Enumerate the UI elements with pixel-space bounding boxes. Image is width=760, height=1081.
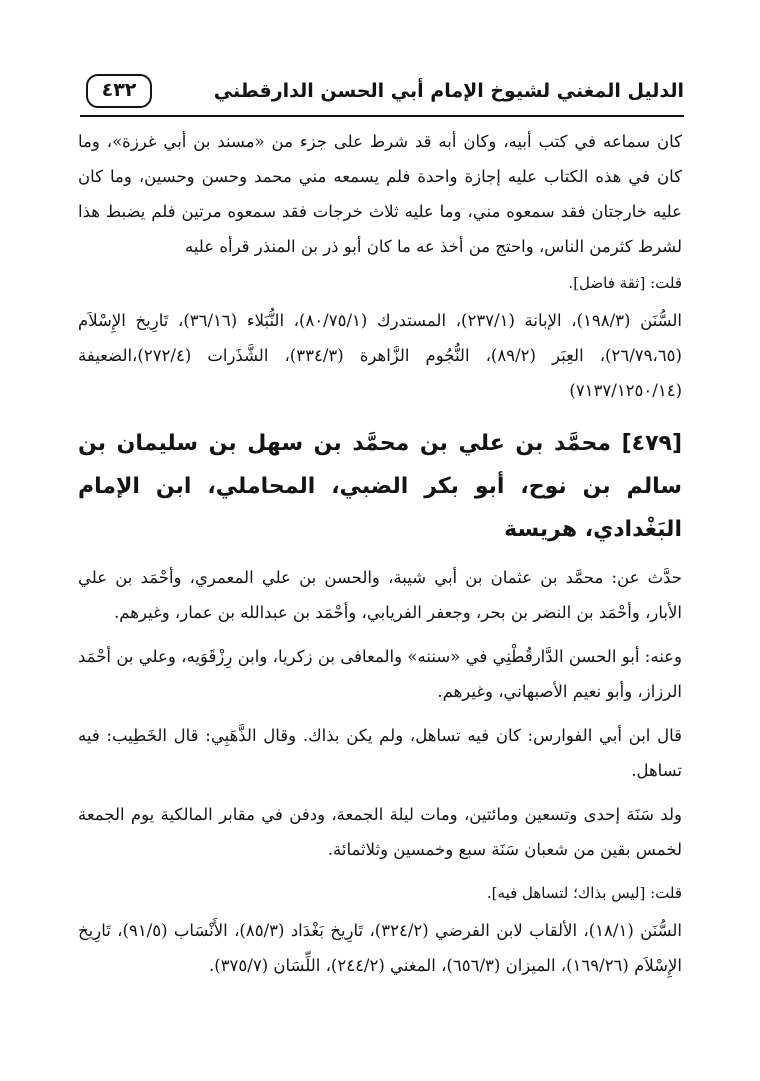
verdict-note: قلت: [ليس بذاك؛ لتساهل فيه]. bbox=[486, 884, 682, 902]
students-paragraph: وعنه: أبو الحسن الدَّارقُطْنِي في «سننه» والمعافى بن زكريا، وابن رِزْقَوَيه، وعلي بن أحْمَد الرزاز، وأبو نعيم الأصبهاني، وغيرهم. bbox=[78, 647, 682, 701]
header-rule bbox=[80, 115, 684, 117]
entry-heading: [٤٧٩] محمَّد بن علي بن محمَّد بن سهل بن سليمان بن سالم بن نوح، أبو بكر الضبي، المحاملي، ابن الإمام البَغْدادي، هريسة bbox=[78, 431, 682, 542]
page-header bbox=[80, 74, 684, 114]
narration-paragraph: كان سماعه في كتب أبيه، وكان أبه قد شرط على جزء من «مسند بن أبي غرزة»، وما كان في هذه الكتاب عليه إجازة واحدة فلم يسمعه مني محمد وحسن وحسين، وما كان عليه خارجتان فقد سمعوه مني، وما عليه ثلاث خرجات فقد سمعوه مرتين فلم يضبط هذا لشرط كثرمن الناس، واحتج من أخذ عه ما كان أبو ذر بن المنذر قرأه عليه bbox=[78, 132, 682, 256]
sources-paragraph: السُّنَن (١٩٨/٣)، الإبانة (٢٣٧/١)، المستدرك (٨٠/٧٥/١)، النُّبَلاء (٣٦/١٦)، تَارِيخ الإِسْلاَم (٢٦/٧٩،٦٥)، العِبَر (٨٩/٢)، النُّجُوم الزَّاهرة (٣٣٤/٣)، الشَّذَرات (٢٧٢/٤)،الضعيفة (٧١٣٧/١٢٥٠/١٤) bbox=[78, 311, 682, 400]
page-number: ٤٣٢ bbox=[86, 74, 152, 108]
verdict-note: قلت: [ثقة فاضل]. bbox=[568, 274, 682, 292]
critique-paragraph: قال ابن أبي الفوارس: كان فيه تساهل، ولم يكن بذاك. وقال الذَّهَبِي: قال الخَطِيب: فيه تساهل. bbox=[78, 726, 682, 780]
teachers-paragraph: حدَّث عن: محمَّد بن عثمان بن أبي شيبة، والحسن بن علي المعمري، وأحْمَد بن علي الأبار، وأحْمَد بن النضر بن بحر، وجعفر الفريابي، وأحْمَد بن عبدالله بن عمار، وغيرهم. bbox=[78, 568, 682, 622]
page-body bbox=[78, 124, 682, 983]
sources-paragraph: السُّنَن (١٨/١)، الألقاب لابن الفرضي (٣٢٤/٢)، تَارِيخ بَغْدَاد (٨٥/٣)، الأَنْسَاب (٩١/٥)، تَارِيخ الإِسْلاَم (١٦٩/٢٦)، الميزان (٦٥٦/٣)، المغني (٢٤٤/٢)، اللِّسَان (٣٧٥/٧). bbox=[78, 921, 682, 975]
running-title: الدليل المغني لشيوخ الإمام أبي الحسن الدارقطني bbox=[213, 80, 684, 102]
birth-death-paragraph: ولد سَنَة إحدى وتسعين ومائتين، ومات ليلة الجمعة، ودفن في مقابر المالكية يوم الجمعة لخمس بقين من شعبان سَنَة سبع وخمسين وثلاثمائة. bbox=[78, 805, 682, 859]
